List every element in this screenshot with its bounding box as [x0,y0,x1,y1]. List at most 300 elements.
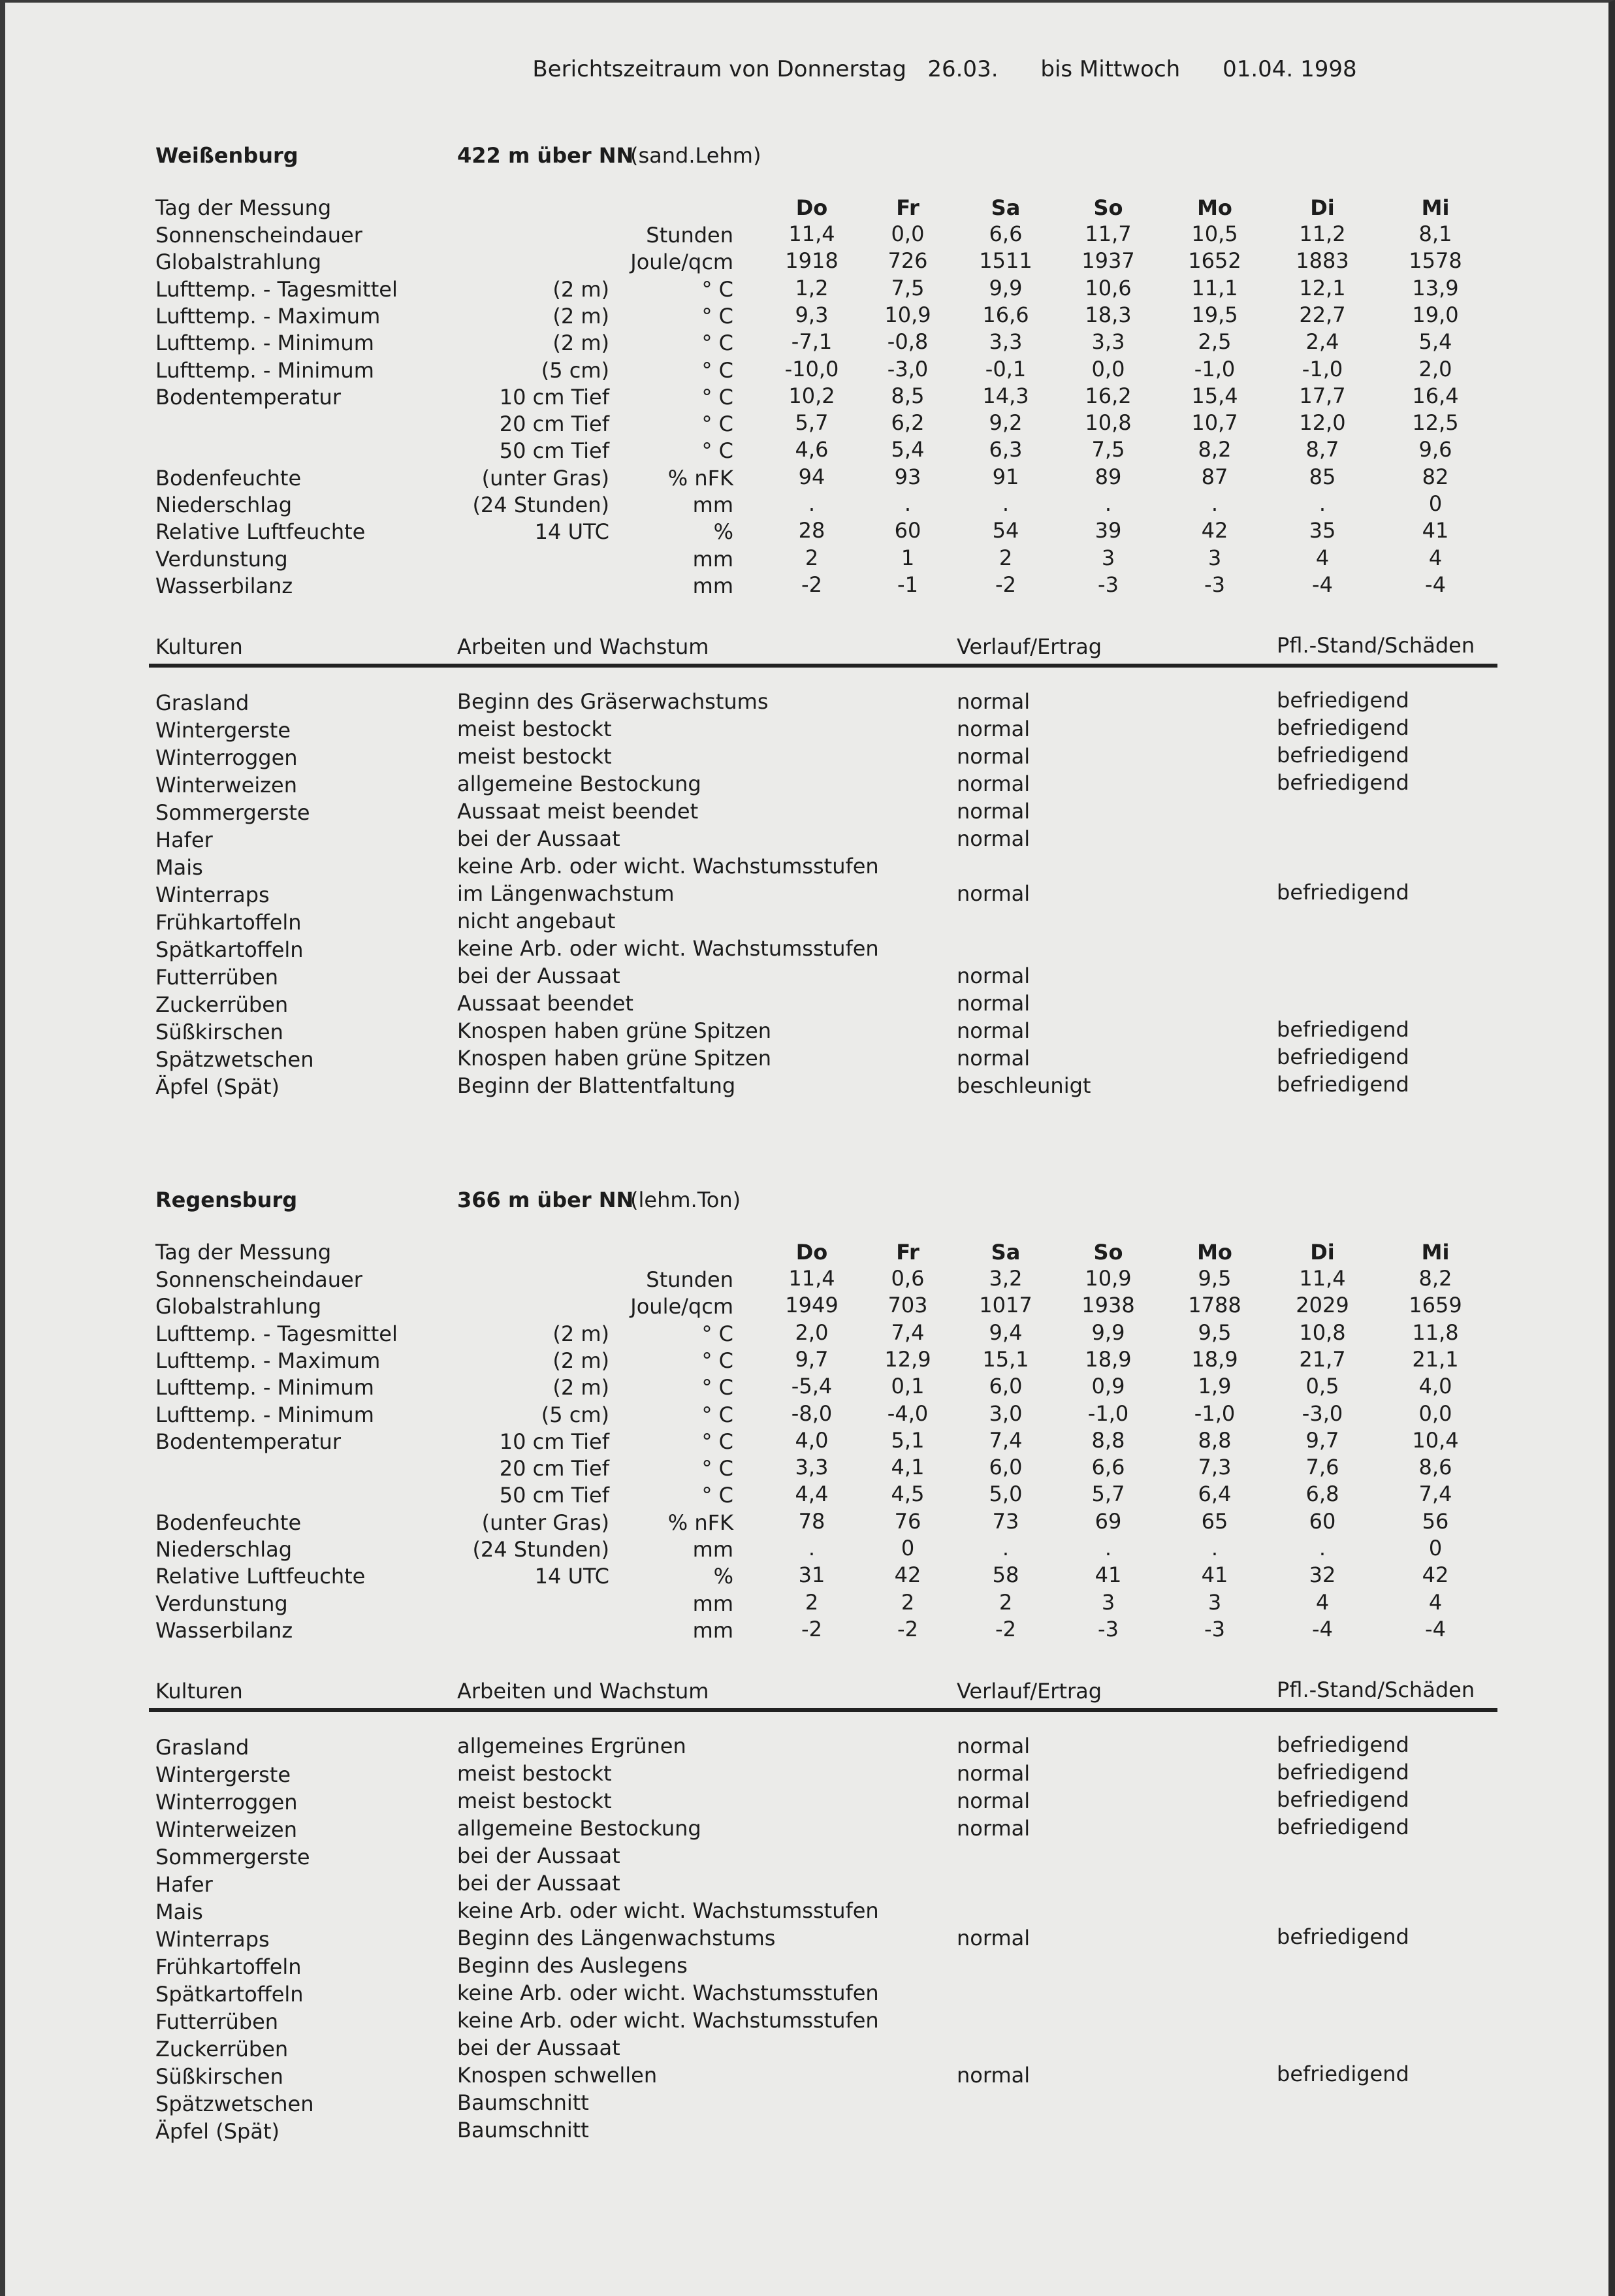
measurement-value: 4,4 [795,1481,829,1507]
crop-condition: befriedigend [1277,1732,1409,1757]
crop-condition: befriedigend [1277,1017,1409,1042]
measurement-value: 11,4 [788,1266,835,1291]
crop-name: Frühkartoffeln [155,910,302,935]
measurement-value: -3 [1098,1616,1119,1641]
measurement-value: 2029 [1296,1293,1349,1318]
measurement-value: 60 [1309,1508,1336,1534]
measurement-value: 8,7 [1305,437,1339,462]
day-header: Di [1310,195,1335,220]
measurement-value: 5,4 [1418,329,1452,355]
measurement-value: -1,0 [1302,356,1343,381]
measurement-condition: (2 m) [552,303,609,329]
measurement-value: 3 [1207,545,1222,570]
measurement-value: -10,0 [784,356,839,381]
measurement-value: 39 [1095,518,1122,543]
measurement-value: 85 [1309,464,1336,489]
crop-work-growth: keine Arb. oder wicht. Wachstumsstufen [457,1898,879,1923]
crop-name: Winterroggen [155,745,298,770]
measurement-value: 11,4 [788,221,835,246]
crop-progress: beschleunigt [957,1073,1091,1098]
measurement-unit: mm [692,573,733,598]
measurement-value: . [1104,1536,1112,1560]
measurement-value: 9,5 [1198,1319,1232,1345]
measurement-unit: % [713,519,733,545]
crop-progress: normal [957,2063,1031,2088]
measurement-value: 87 [1201,464,1228,489]
crop-work-growth: Aussaat meist beendet [457,799,699,824]
measurement-value: 2,0 [1418,356,1452,381]
measurement-value: 4 [1315,545,1330,570]
measurement-unit: ° C [701,438,733,464]
measurement-value: 1578 [1409,248,1462,274]
arbeiten-header: Arbeiten und Wachstum [457,1679,709,1704]
crop-work-growth: allgemeines Ergrünen [457,1734,686,1758]
measurement-value: 9,3 [795,302,829,327]
crop-name: Winterweizen [155,1817,298,1842]
measurement-value: 11,7 [1085,221,1132,246]
crop-progress: normal [957,1734,1031,1758]
measurement-value: 4 [1315,1589,1330,1615]
measurement-value: 10,2 [788,383,835,408]
measurement-value: 8,2 [1198,437,1232,462]
measurement-value: -4 [1425,572,1446,597]
day-header: Mo [1197,1240,1232,1265]
measurement-value: -0,8 [887,329,929,355]
measurement-label: Verdunstung [155,546,288,572]
measurement-value: 0,1 [891,1374,925,1399]
measurement-value: 76 [894,1508,921,1534]
measurement-value: 10,9 [1085,1266,1132,1291]
measurement-value: 9,9 [989,275,1023,300]
measurement-value: 42 [1422,1562,1449,1588]
measurement-condition: 50 cm Tief [499,1483,609,1508]
measurement-value: -1 [897,572,918,597]
crop-progress: normal [957,963,1031,988]
measurement-value: 35 [1309,518,1336,543]
measurement-value: . [808,491,816,516]
crop-progress: normal [957,1046,1031,1071]
crop-name: Spätzwetschen [155,1047,314,1072]
crop-progress: normal [957,689,1031,714]
measurement-value: -1,0 [1194,1400,1236,1426]
measurement-value: 5,4 [891,437,925,462]
measurement-value: 6,0 [989,1374,1023,1399]
crop-name: Süßkirschen [155,1020,283,1044]
crop-work-growth: Knospen schwellen [457,2063,658,2088]
measurement-value: 2 [805,1589,819,1615]
measurement-value: 6,2 [891,410,925,436]
measurement-value: -2 [995,572,1016,597]
crop-name: Mais [155,855,203,880]
measurement-label: Relative Luftfeuchte [155,1564,366,1589]
period-year: 1998 [1300,56,1357,82]
crop-work-growth: Knospen haben grüne Spitzen [457,1046,772,1071]
measurement-value: 1938 [1081,1293,1135,1318]
measurement-value: -3,0 [1302,1400,1343,1426]
measurement-value: 1017 [979,1293,1032,1318]
measurement-value: 1,2 [795,275,829,300]
measurement-value: 2,5 [1198,329,1232,355]
station-name: Weißenburg [155,143,298,168]
crop-condition: befriedigend [1277,1044,1409,1069]
measurement-value: 4,5 [891,1481,925,1507]
day-header: Mo [1197,195,1232,220]
measurement-value: 41 [1201,1562,1228,1588]
crop-progress: normal [957,991,1031,1016]
measurement-value: 0,9 [1091,1374,1125,1399]
measurement-label: Lufttemp. - Minimum [155,1375,374,1400]
crop-progress: normal [957,1018,1031,1043]
crop-progress: normal [957,1761,1031,1786]
measurement-value: 58 [992,1562,1019,1588]
measurement-value: -4,0 [887,1400,929,1426]
measurement-value: 3,3 [795,1455,829,1480]
crop-name: Äpfel (Spät) [155,2119,280,2144]
measurement-value: 3,3 [989,329,1023,355]
measurement-value: 17,7 [1299,383,1346,408]
measurement-value: 5,0 [989,1481,1023,1507]
measurement-label: Lufttemp. - Minimum [155,1402,374,1427]
crop-name: Winterweizen [155,773,298,798]
measurement-value: 4,1 [891,1455,925,1480]
verlauf-header: Verlauf/Ertrag [957,634,1102,659]
crop-condition: befriedigend [1277,1924,1409,1949]
crop-work-growth: im Längenwachstum [457,881,675,906]
measurement-value: 9,5 [1198,1266,1232,1291]
measurement-value: 3,3 [1091,329,1125,355]
measurement-label: Lufttemp. - Minimum [155,357,374,383]
measurement-value: -1,0 [1194,356,1236,381]
measurement-value: 10,6 [1085,275,1132,300]
day-header: Mi [1421,195,1450,220]
pfl-header: Pfl.-Stand/Schäden [1277,633,1475,658]
measurement-unit: Joule/qcm [630,250,733,275]
day-header: Sa [991,1240,1021,1265]
measurement-unit: ° C [701,331,733,356]
arbeiten-header: Arbeiten und Wachstum [457,634,709,659]
measurement-value: 8,1 [1418,221,1452,246]
crop-condition: befriedigend [1277,1072,1409,1097]
measurement-value: 21,1 [1412,1346,1459,1372]
period-date-from: 26.03. [927,56,999,82]
crop-name: Grasland [155,1735,249,1760]
crop-work-growth: meist bestockt [457,744,612,769]
measurement-value: 8,6 [1418,1455,1452,1480]
day-header: So [1093,195,1123,220]
measurement-value: -8,0 [791,1400,833,1426]
report-period-header [0,56,1615,82]
measurement-value: 18,9 [1191,1346,1238,1372]
measurement-value: 10,5 [1191,221,1238,246]
crop-name: Spätzwetschen [155,2092,314,2116]
measurement-label: Globalstrahlung [155,1294,322,1319]
crop-work-growth: Beginn des Längenwachstums [457,1926,776,1950]
kulturen-divider [149,664,1497,668]
day-header: So [1093,1240,1123,1265]
measurement-value: -2 [897,1616,918,1641]
measurement-value: 9,7 [795,1346,829,1372]
measurement-value: 12,0 [1299,410,1346,436]
measurement-value: 42 [1201,518,1228,543]
crop-work-growth: meist bestockt [457,717,612,741]
measurement-unit: ° C [701,1483,733,1508]
measurement-value: 703 [887,1293,928,1318]
measurement-value: 11,4 [1299,1266,1346,1291]
measurement-value: 2,0 [795,1319,829,1345]
crop-condition: befriedigend [1277,688,1409,713]
measurement-value: 12,1 [1299,275,1346,300]
crop-name: Äpfel (Spät) [155,1075,280,1099]
measurement-value: -4 [1425,1616,1446,1641]
measurement-value: 1883 [1296,248,1349,274]
measurement-value: 18,3 [1085,302,1132,327]
station-altitude: 366 m über NN [457,1188,634,1212]
measurement-condition: (2 m) [552,1348,609,1373]
station-section-regensburg [0,1187,1615,2193]
measurement-value: . [1002,491,1010,516]
crop-work-growth: Baumschnitt [457,2090,589,2115]
measurement-label: Lufttemp. - Tagesmittel [155,276,398,302]
measurement-condition: (2 m) [552,331,609,356]
measurement-value: -2 [801,1616,822,1641]
day-header: Mi [1421,1240,1450,1265]
measurement-value: 3 [1101,1589,1115,1615]
crop-name: Futterrüben [155,965,279,990]
measurement-value: 0,0 [1091,356,1125,381]
crop-work-growth: bei der Aussaat [457,963,620,988]
measurement-value: . [1211,1536,1219,1560]
measurement-value: 8,8 [1198,1427,1232,1453]
measurement-value: 2 [999,1589,1013,1615]
measurement-label: Sonnenscheindauer [155,1267,362,1292]
measurement-unit: % [713,1564,733,1589]
measurement-value: 4 [1428,545,1443,570]
measurement-value: 14,3 [982,383,1029,408]
measurement-value: 2 [805,545,819,570]
measurement-value: 0,5 [1305,1374,1339,1399]
measurement-unit: ° C [701,1321,733,1346]
measurement-value: . [1319,491,1326,516]
measurement-value: 3,0 [989,1400,1023,1426]
crop-work-growth: keine Arb. oder wicht. Wachstumsstufen [457,1981,879,2005]
measurement-value: 91 [992,464,1019,489]
measurement-condition: (24 Stunden) [472,1537,609,1562]
crop-work-growth: bei der Aussaat [457,2035,620,2060]
measurement-value: 19,0 [1412,302,1459,327]
measurement-label: Bodentemperatur [155,1429,341,1454]
measurement-value: 10,4 [1412,1427,1459,1453]
measurement-value: 0,6 [891,1266,925,1291]
measurement-value: 2 [999,545,1013,570]
station-soil-type: (sand.Lehm) [630,143,761,168]
measurement-value: 41 [1422,518,1449,543]
measurement-value: 2,4 [1305,329,1339,355]
measurement-condition: (unter Gras) [481,465,609,491]
measurement-value: 6,4 [1198,1481,1232,1507]
day-header: Do [795,1240,828,1265]
crop-name: Winterroggen [155,1790,298,1815]
measurement-condition: 14 UTC [534,519,609,545]
measurement-value: . [904,491,912,516]
crop-work-growth: allgemeine Bestockung [457,771,701,796]
measurement-value: 8,2 [1418,1266,1452,1291]
measurement-unit: Stunden [646,1267,733,1292]
measurement-label: Lufttemp. - Tagesmittel [155,1321,398,1346]
measurement-value: 6,8 [1305,1481,1339,1507]
crop-condition: befriedigend [1277,743,1409,768]
crop-name: Spätkartoffeln [155,937,304,962]
measurement-value: 3 [1101,545,1115,570]
crop-name: Frühkartoffeln [155,1954,302,1979]
crop-name: Winterraps [155,882,270,907]
measurement-value: 1788 [1188,1293,1241,1318]
day-header: Fr [896,1240,919,1265]
measurement-label: Lufttemp. - Minimum [155,331,374,356]
measurement-value: 89 [1095,464,1122,489]
measurement-value: 9,4 [989,1319,1023,1345]
crop-progress: normal [957,744,1031,769]
measurement-value: 1652 [1188,248,1241,274]
measurement-value: 3 [1207,1589,1222,1615]
measurement-value: 18,9 [1085,1346,1132,1372]
measurement-value: 7,5 [891,275,925,300]
measurement-unit: ° C [701,1456,733,1481]
crop-progress: normal [957,799,1031,824]
measurement-label: Niederschlag [155,1537,293,1562]
measurement-value: -3 [1098,572,1119,597]
measurement-value: 1949 [785,1293,839,1318]
measurement-condition: 20 cm Tief [499,1456,609,1481]
crop-work-growth: nicht angebaut [457,909,616,933]
crop-work-growth: bei der Aussaat [457,826,620,851]
measurement-value: 11,2 [1299,221,1346,246]
crop-progress: normal [957,717,1031,741]
measurement-condition: (5 cm) [541,357,609,383]
period-date-to: 01.04. [1223,56,1294,82]
crop-name: Futterrüben [155,2009,279,2034]
measurement-value: . [1104,491,1112,516]
measurement-value: -1,0 [1087,1400,1129,1426]
crop-progress: normal [957,826,1031,851]
measurement-unit: ° C [701,1402,733,1427]
measurement-label: Bodenfeuchte [155,1510,302,1535]
crop-work-growth: keine Arb. oder wicht. Wachstumsstufen [457,936,879,961]
measurement-value: 13,9 [1412,275,1459,300]
measurement-label: Bodenfeuchte [155,465,302,491]
crop-work-growth: keine Arb. oder wicht. Wachstumsstufen [457,2008,879,2033]
crop-name: Grasland [155,690,249,715]
measurement-value: 9,7 [1305,1427,1339,1453]
measurement-unit: ° C [701,1429,733,1454]
period-prefix: Berichtszeitraum von Donnerstag [532,56,906,82]
measurement-value: 0 [1428,491,1443,516]
measurement-value: 2 [901,1589,915,1615]
measurement-unit: Stunden [646,223,733,248]
crop-work-growth: bei der Aussaat [457,1871,620,1896]
measurement-value: 54 [992,518,1019,543]
crop-name: Wintergerste [155,1762,291,1787]
days-label: Tag der Messung [155,1240,332,1265]
measurement-value: 1 [901,545,915,570]
measurement-value: . [808,1536,816,1560]
measurement-condition: (2 m) [552,1375,609,1400]
measurement-unit: ° C [701,1375,733,1400]
measurement-value: 7,6 [1305,1455,1339,1480]
measurement-value: 41 [1095,1562,1122,1588]
measurement-value: 16,6 [982,302,1029,327]
measurement-unit: ° C [701,412,733,437]
measurement-value: 82 [1422,464,1449,489]
crop-work-growth: Beginn des Gräserwachstums [457,689,769,714]
station-name: Regensburg [155,1188,298,1212]
measurement-value: 3,2 [989,1266,1023,1291]
crop-work-growth: Aussaat beendet [457,991,633,1016]
measurement-value: 1,9 [1198,1374,1232,1399]
measurement-value: 0 [901,1536,915,1560]
measurement-value: 4,0 [795,1427,829,1453]
crop-name: Zuckerrüben [155,2037,289,2062]
measurement-value: 9,6 [1418,437,1452,462]
station-soil-type: (lehm.Ton) [630,1188,741,1212]
measurement-value: 56 [1422,1508,1449,1534]
measurement-value: 69 [1095,1508,1122,1534]
measurement-value: -3,0 [887,356,929,381]
crop-work-growth: bei der Aussaat [457,1843,620,1868]
measurement-value: 4,6 [795,437,829,462]
day-header: Di [1310,1240,1335,1265]
crop-name: Hafer [155,1872,213,1897]
measurement-value: 28 [798,518,825,543]
measurement-value: 7,4 [891,1319,925,1345]
crop-name: Sommergerste [155,800,310,825]
days-label: Tag der Messung [155,195,332,220]
measurement-unit: ° C [701,303,733,329]
measurement-value: 9,2 [989,410,1023,436]
measurement-value: 10,8 [1085,410,1132,436]
pfl-header: Pfl.-Stand/Schäden [1277,1677,1475,1702]
crop-work-growth: meist bestockt [457,1788,612,1813]
crop-work-growth: Knospen haben grüne Spitzen [457,1018,772,1043]
measurement-value: 4 [1428,1589,1443,1615]
measurement-unit: ° C [701,384,733,410]
measurement-value: 16,2 [1085,383,1132,408]
crop-work-growth: Baumschnitt [457,2118,589,2142]
measurement-value: 5,7 [1091,1481,1125,1507]
verlauf-header: Verlauf/Ertrag [957,1679,1102,1704]
crop-progress: normal [957,1926,1031,1950]
measurement-label: Bodentemperatur [155,384,341,410]
measurement-value: -5,4 [791,1374,833,1399]
crop-name: Wintergerste [155,718,291,743]
measurement-value: 6,0 [989,1455,1023,1480]
measurement-unit: % nFK [667,465,733,491]
measurement-value: -2 [801,572,822,597]
measurement-unit: mm [692,1591,733,1616]
day-header: Sa [991,195,1021,220]
measurement-unit: mm [692,546,733,572]
crop-work-growth: meist bestockt [457,1761,612,1786]
measurement-value: 10,8 [1299,1319,1346,1345]
measurement-unit: mm [692,1617,733,1643]
measurement-label: Wasserbilanz [155,573,293,598]
measurement-value: 78 [798,1508,825,1534]
measurement-unit: ° C [701,276,733,302]
measurement-value: 12,9 [884,1346,931,1372]
measurement-value: 0 [1428,1536,1443,1560]
crop-name: Süßkirschen [155,2064,283,2089]
measurement-value: 8,5 [891,383,925,408]
measurement-value: 5,1 [891,1427,925,1453]
